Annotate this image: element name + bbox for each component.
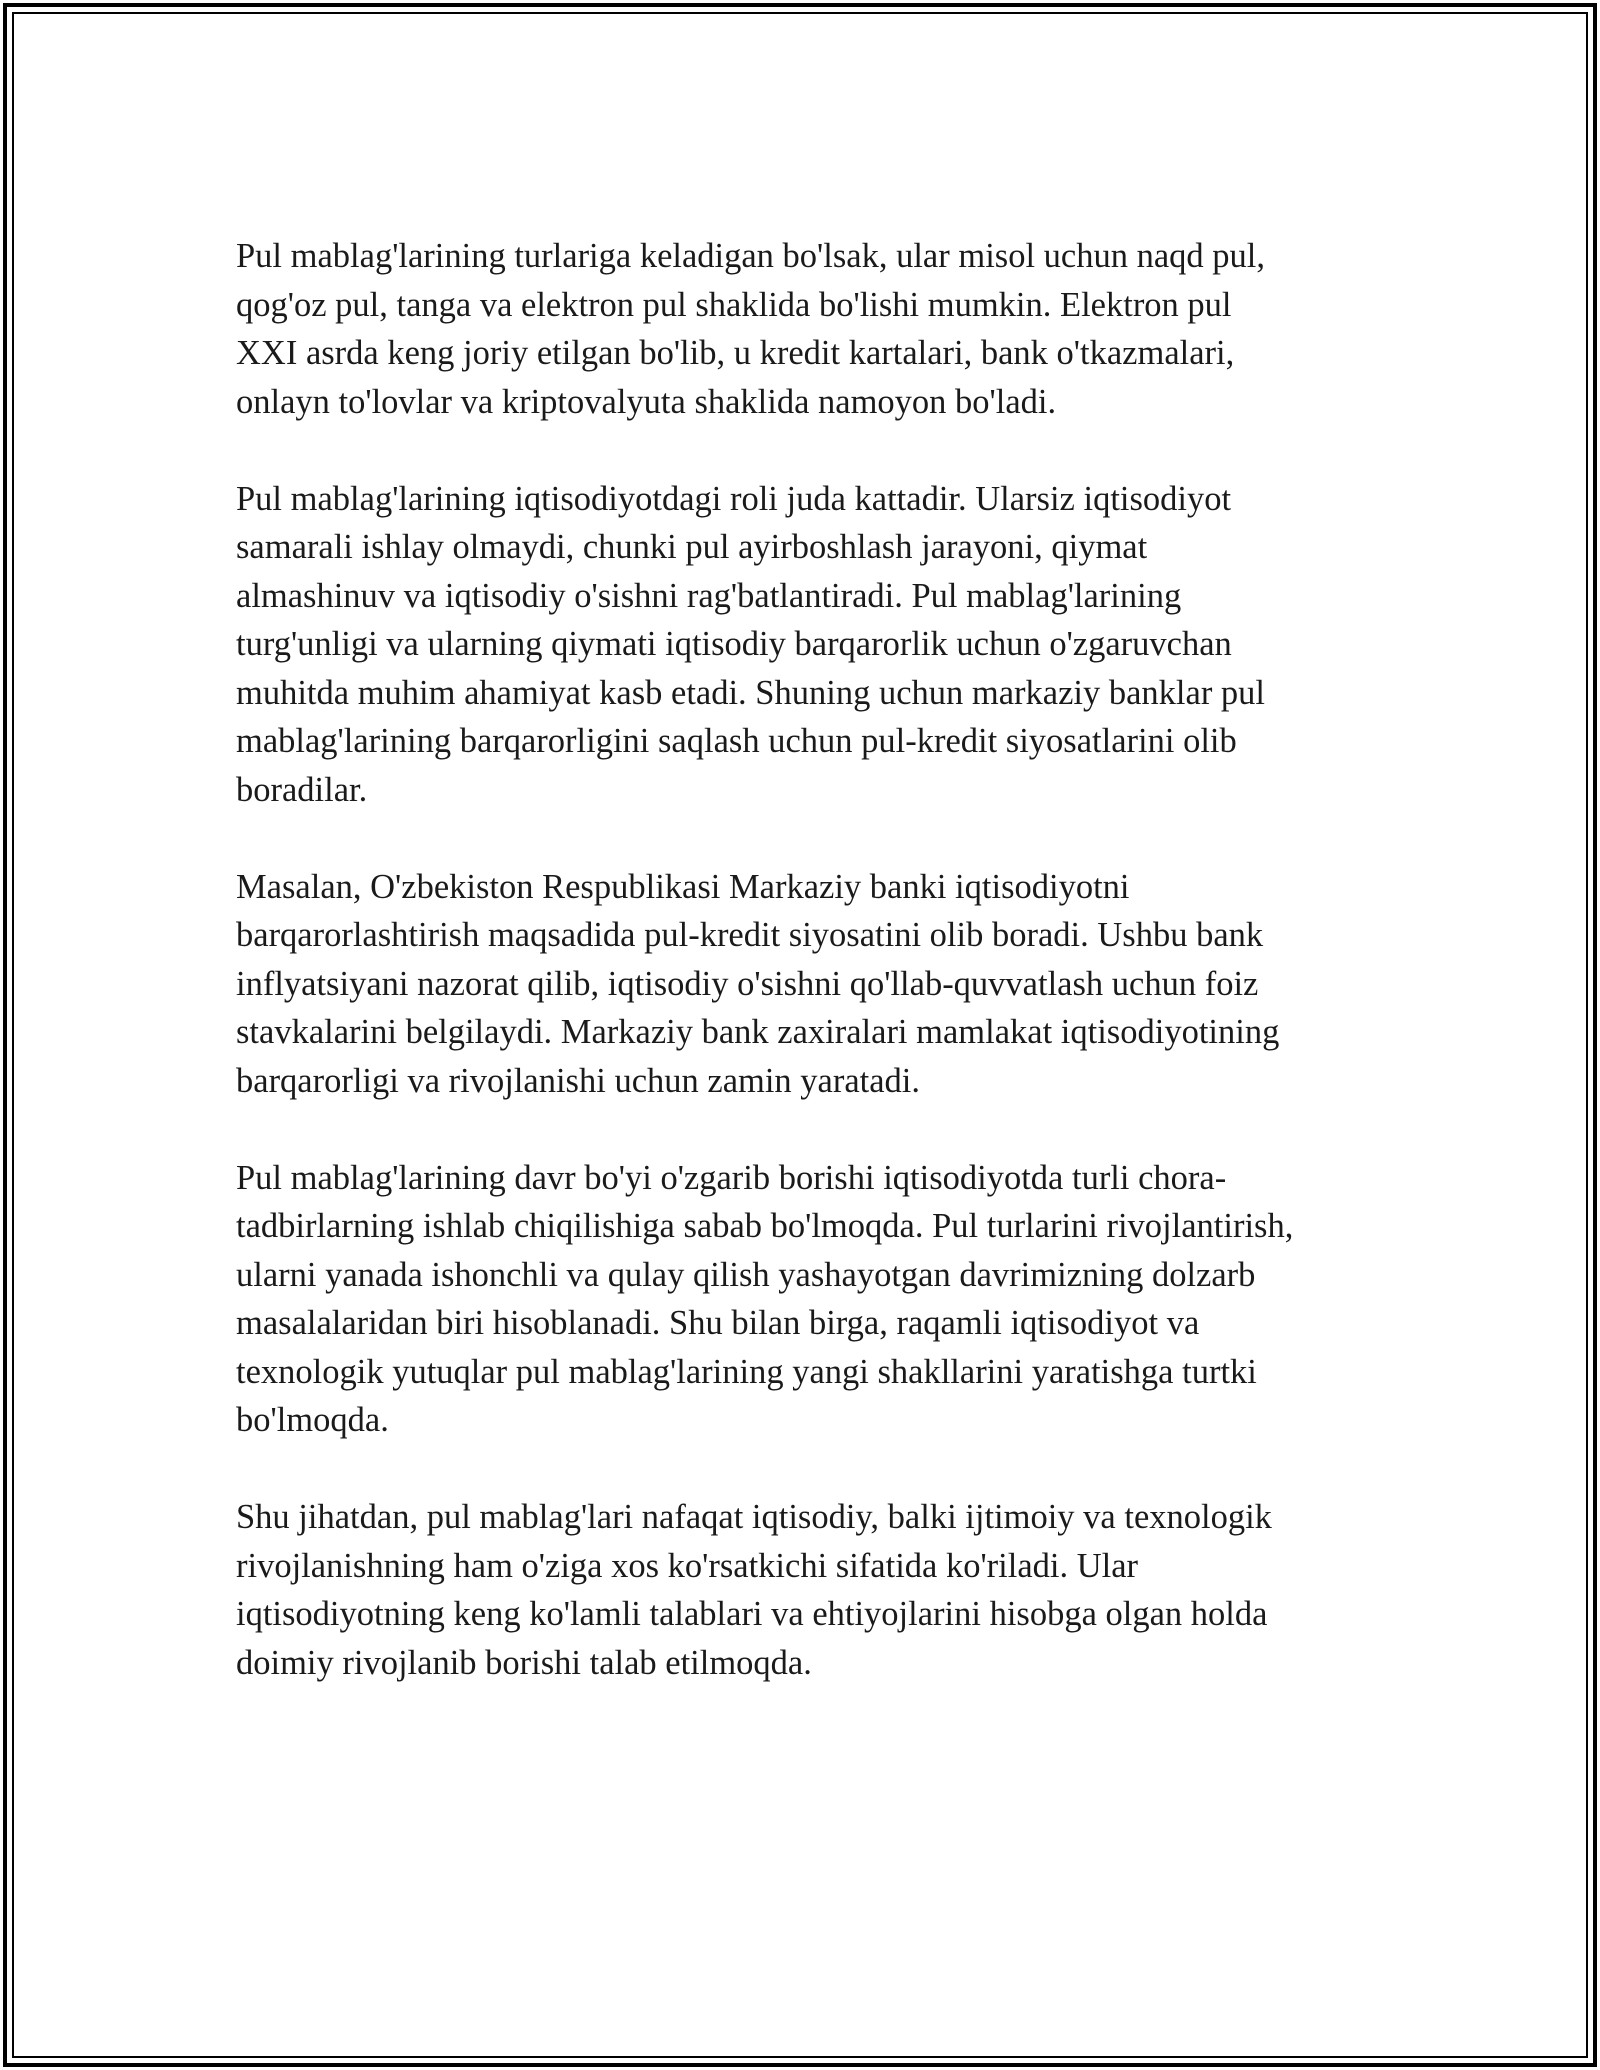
- text-line: onlayn to'lovlar va kriptovalyuta shaklida namoyon bo'ladi.: [236, 382, 1057, 421]
- text-line: Shu jihatdan, pul mablag'lari nafaqat iqtisodiy, balki ijtimoiy va texnologik: [236, 1498, 1272, 1536]
- text-line: almashinuv va iqtisodiy o'sishni rag'batlantiradi. Pul mablag'larining: [236, 576, 1182, 615]
- text-line: mablag'larining barqarorligini saqlash uchun pul-kredit siyosatlarini olib: [236, 722, 1237, 760]
- paragraph-5: [236, 1493, 1366, 1687]
- text-line: barqarorlashtirish maqsadida pul-kredit siyosatini olib boradi. Ushbu bank: [236, 916, 1264, 954]
- text-line: inflyatsiyani nazorat qilib, iqtisodiy o'sishni qo'llab-quvvatlash uchun foiz: [236, 964, 1259, 1003]
- text-line: iqtisodiyotning keng ko'lamli talablari va ehtiyojlarini hisobga olgan holda: [236, 1595, 1268, 1633]
- text-line: barqarorligi va rivojlanishi uchun zamin yaratadi.: [236, 1061, 921, 1100]
- text-line: boradilar.: [236, 770, 368, 809]
- text-line: turg'unligi va ularning qiymati iqtisodiy barqarorlik uchun o'zgaruvchan: [236, 625, 1232, 663]
- text-line: Pul mablag'larining turlariga keladigan bo'lsak, ular misol uchun naqd pul,: [236, 237, 1266, 275]
- text-line: bo'lmoqda.: [236, 1401, 389, 1439]
- text-line: rivojlanishning ham o'ziga xos ko'rsatkichi sifatida ko'riladi. Ular: [236, 1546, 1139, 1585]
- paragraph-4: [236, 1154, 1366, 1445]
- text-line: doimiy rivojlanib borishi talab etilmoqda.: [236, 1643, 812, 1682]
- text-line: Pul mablag'larining davr bo'yi o'zgarib borishi iqtisodiyotda turli chora-: [236, 1158, 1227, 1197]
- paragraph-1: [236, 232, 1366, 426]
- text-line: stavkalarini belgilaydi. Markaziy bank zaxiralari mamlakat iqtisodiyotining: [236, 1013, 1280, 1051]
- paragraph-3: [236, 863, 1366, 1106]
- text-line: muhitda muhim ahamiyat kasb etadi. Shuning uchun markaziy banklar pul: [236, 673, 1266, 712]
- document-body: [236, 232, 1366, 1736]
- text-line: masalalaridan biri hisoblanadi. Shu bilan birga, raqamli iqtisodiyot va: [236, 1304, 1200, 1342]
- text-line: tadbirlarning ishlab chiqilishiga sabab bo'lmoqda. Pul turlarini rivojlantirish,: [236, 1207, 1294, 1245]
- text-line: Masalan, O'zbekiston Respublikasi Markaziy banki iqtisodiyotni: [236, 867, 1130, 906]
- text-line: XXI asrda keng joriy etilgan bo'lib, u kredit kartalari, bank o'tkazmalari,: [236, 334, 1235, 372]
- paragraph-2: [236, 475, 1366, 815]
- text-line: Pul mablag'larining iqtisodiyotdagi roli juda kattadir. Ularsiz iqtisodiyot: [236, 479, 1232, 518]
- text-line: samarali ishlay olmaydi, chunki pul ayirboshlash jarayoni, qiymat: [236, 528, 1148, 566]
- text-line: ularni yanada ishonchli va qulay qilish yashayotgan davrimizning dolzarb: [236, 1255, 1256, 1294]
- text-line: qog'oz pul, tanga va elektron pul shaklida bo'lishi mumkin. Elektron pul: [236, 285, 1232, 324]
- text-line: texnologik yutuqlar pul mablag'larining yangi shakllarini yaratishga turtki: [236, 1352, 1257, 1391]
